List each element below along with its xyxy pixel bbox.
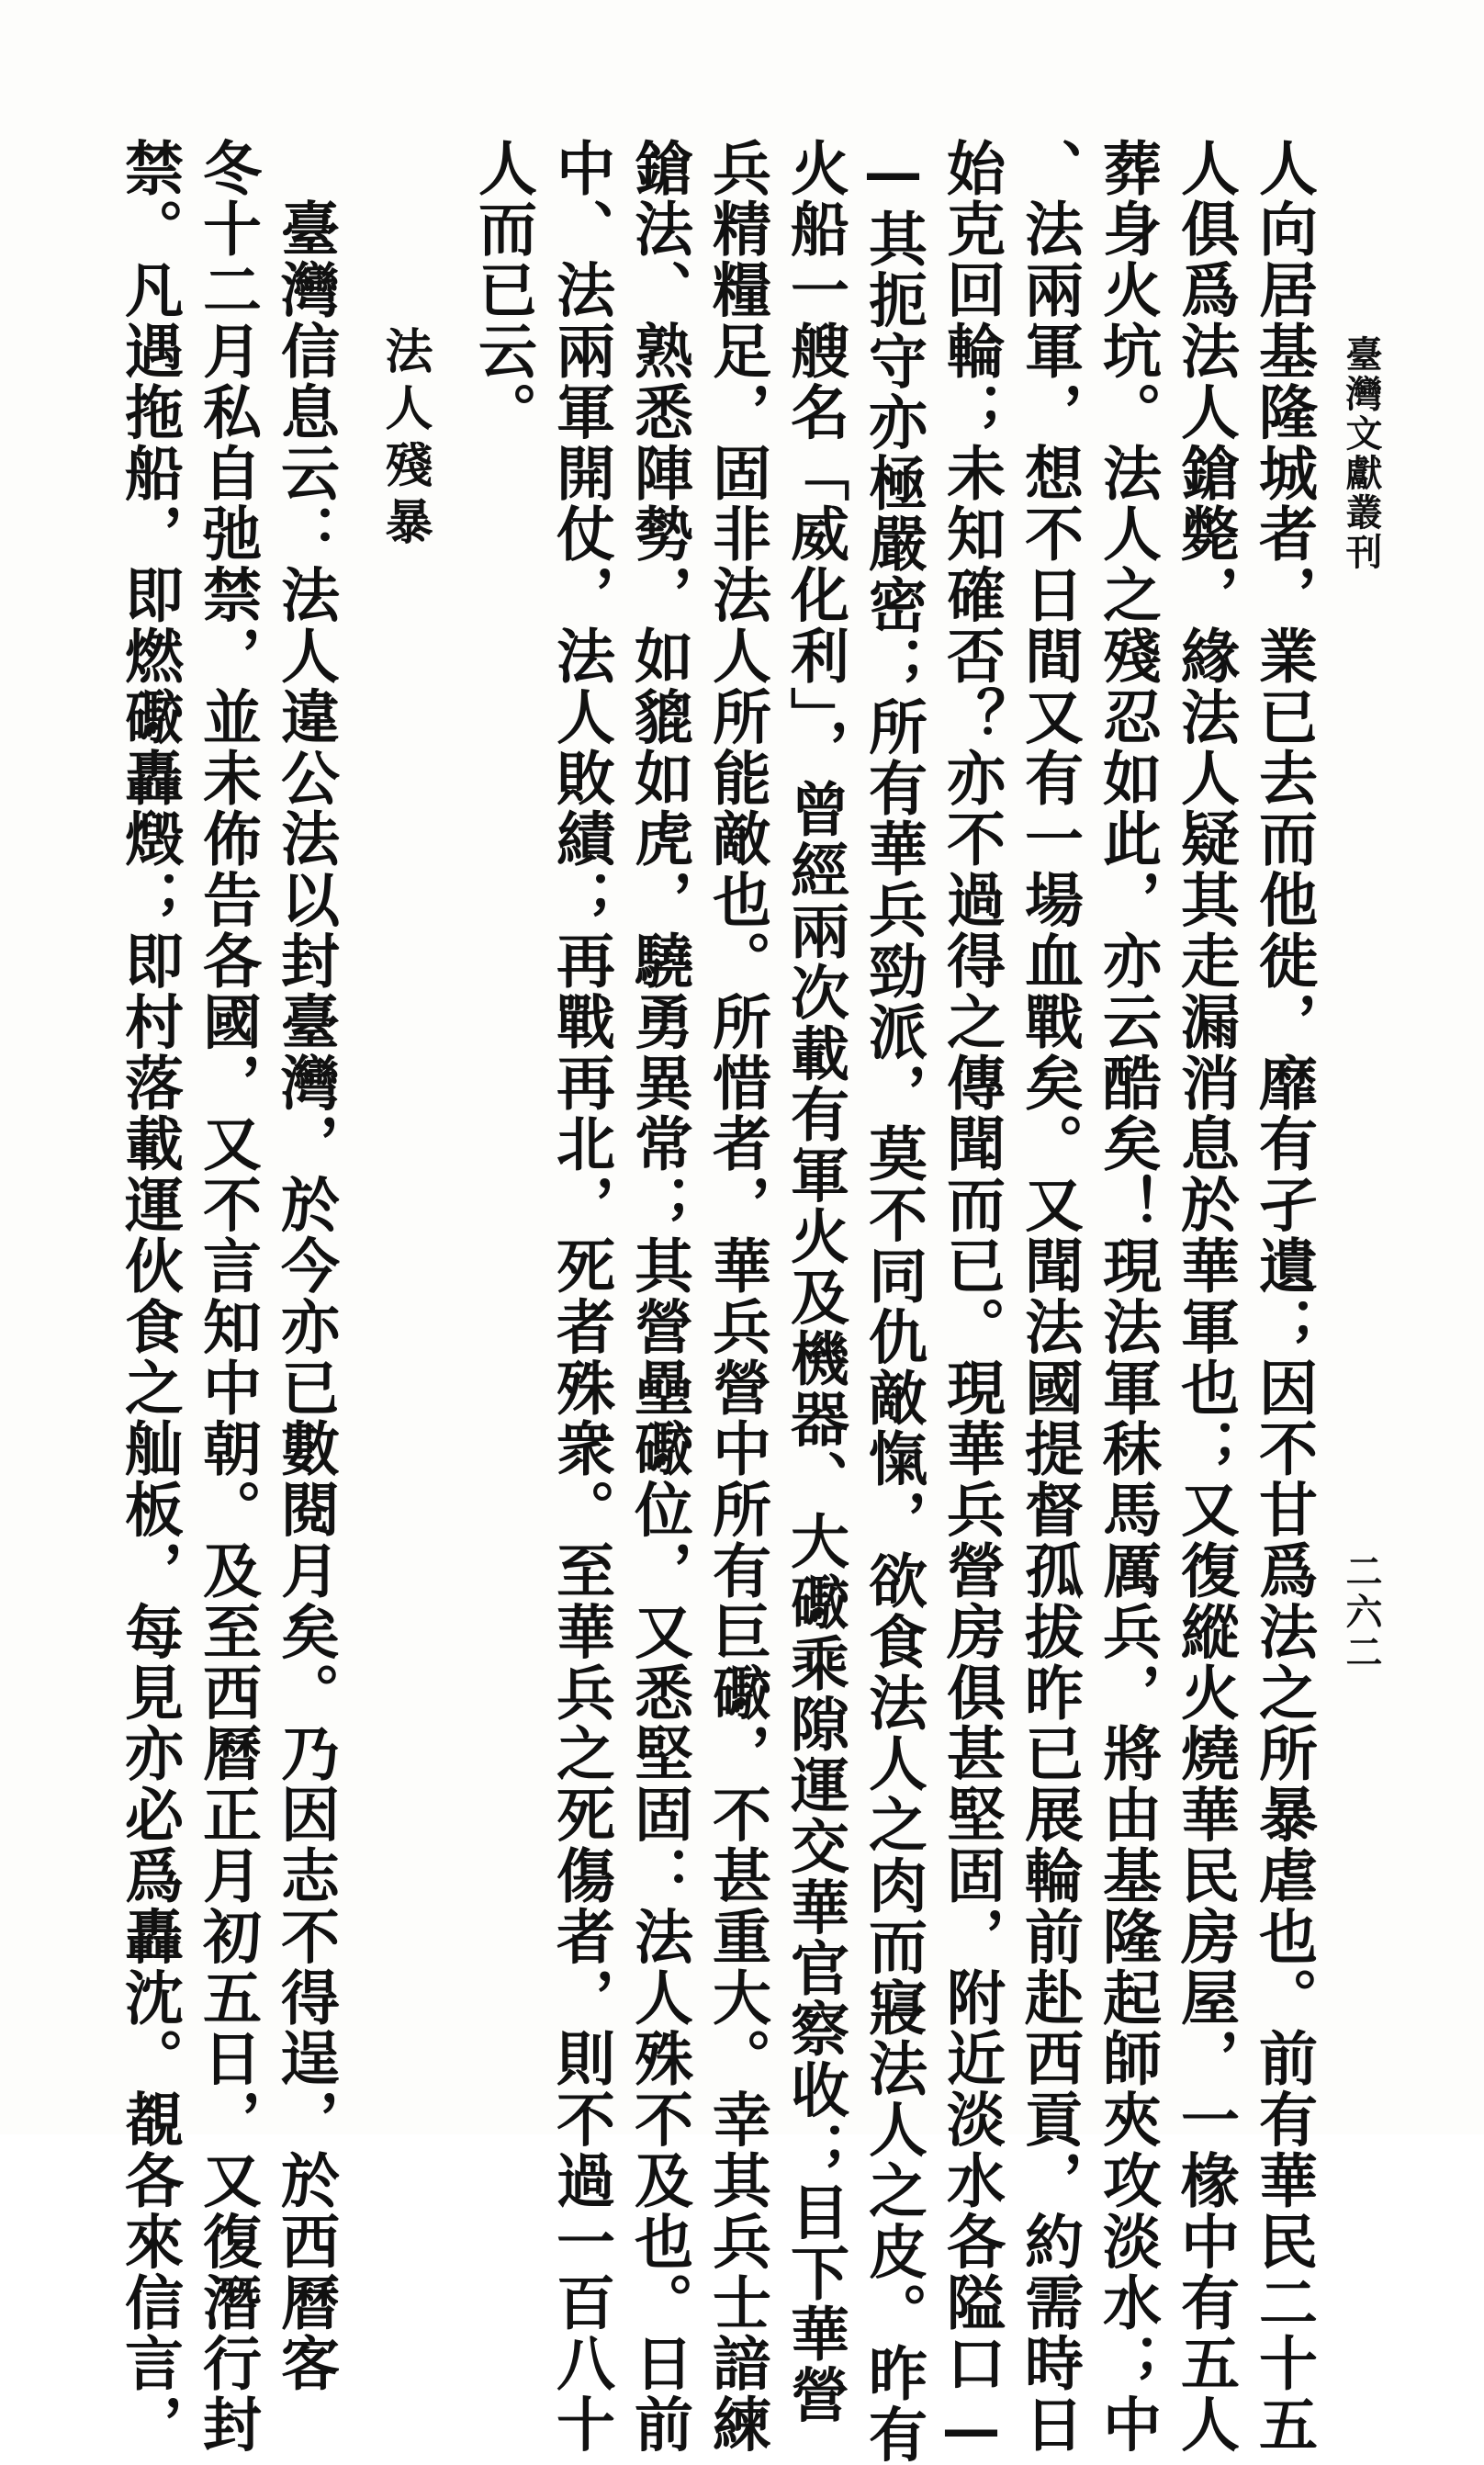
text-column: 葬身火坑。法人之殘忍如此，亦云酷矣！現法軍秣馬厲兵，將由基隆起師夾攻淡水；中 (1093, 138, 1162, 2456)
running-header-title: 臺灣文獻叢刊 (1340, 335, 1383, 572)
text-column: 人俱爲法人鎗斃，緣法人疑其走漏消息於華軍也；又復縱火燒華民房屋，一椽中有五人 (1171, 138, 1240, 2456)
text-column: 人向居基隆城者，業已去而他徙，靡有孑遺；因不甘爲法之所暴虐也。前有華民二十五 (1249, 138, 1318, 2456)
page-number: 二六二 (1340, 1552, 1383, 1673)
text-column: 禁。凡遇拖船，即燃礮轟燬；即村落載運伙食之舢板，每見亦必爲轟沈。覩各來信言， (115, 138, 184, 2456)
text-column: 臺灣信息云：法人違公法以封臺灣，於今亦已數閱月矣。乃因志不得逞，於西曆客 (271, 138, 340, 2394)
text-column: 始克回輪；未知確否？亦不過得之傳聞而已。現華兵營房俱甚堅固，附近淡水各隘口— (937, 138, 1006, 2465)
text-column: 人而已云。 (468, 138, 537, 443)
text-column: 兵精糧足，固非法人所能敵也。所惜者，華兵營中所有巨礮，不甚重大。幸其兵士諳練 (703, 138, 771, 2456)
text-column: —其扼守亦極嚴密；所有華兵勁派，莫不同仇敵愾，欲食法人之肉而寢法人之皮。昨有 (859, 138, 928, 2465)
text-column: 、法兩軍，想不日間又有一場血戰矣。又聞法國提督孤拔昨已展輪前赴西貢，約需時日 (1015, 138, 1084, 2456)
text-column: 冬十二月私自弛禁，並未佈告各國，又不言知中朝。及至西曆正月初五日，又復潛行封 (193, 138, 262, 2456)
text-column: 火船一艘名「威化利」，曾經兩次載有軍火及機器、大礮乘隙運交華官察收；目下華營 (781, 138, 849, 2426)
text-column: 鎗法、熟悉陣勢，如貔如虎，驍勇異常；其營壘礮位，又悉堅固：法人殊不及也。日前 (624, 138, 693, 2456)
section-heading: 法人殘暴 (377, 326, 433, 554)
text-column: 中、法兩軍開仗，法人敗績；再戰再北，死者殊衆。至華兵之死傷者，則不過一百八十 (546, 138, 615, 2456)
